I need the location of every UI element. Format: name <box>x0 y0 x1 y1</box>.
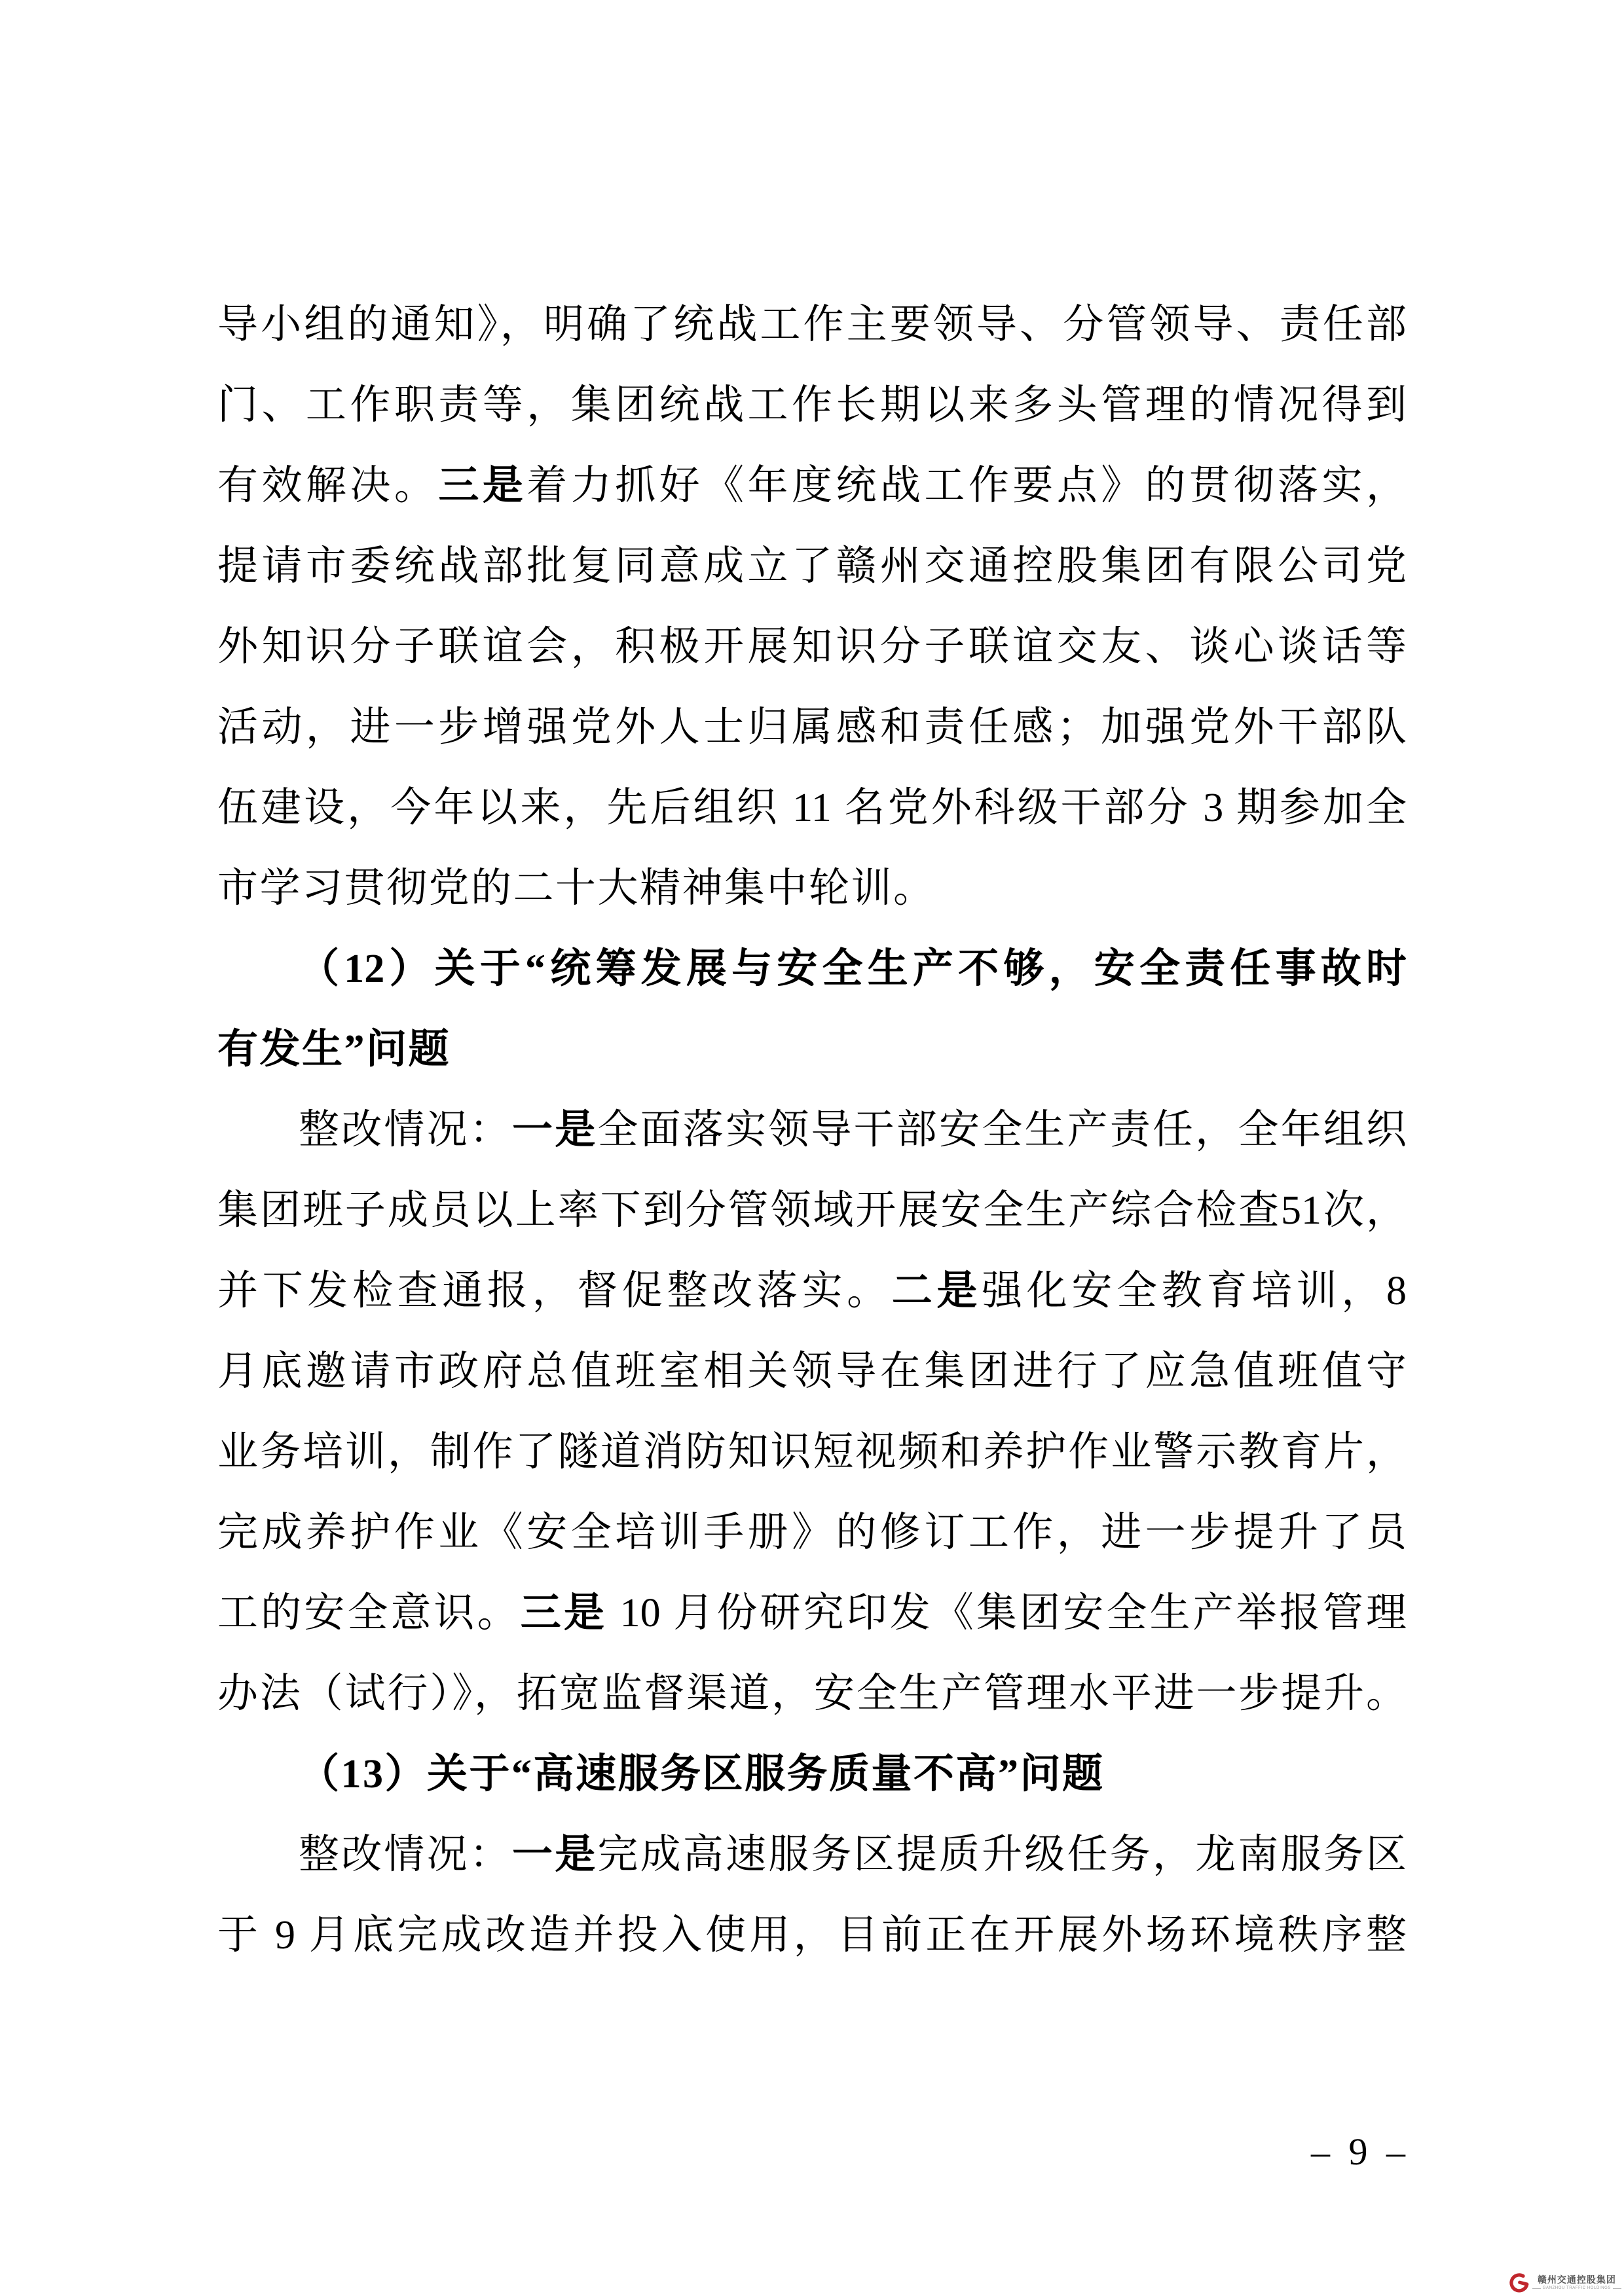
text-line <box>217 768 1407 848</box>
text-run: 完成高速服务区提质升级任务，龙南服务区 <box>597 1832 1407 1877</box>
text-run: （13）关于“高速服务区服务质量不高”问题 <box>299 1752 1105 1796</box>
text-run: 外知识分子联谊会，积极开展知识分子联谊交友、谈心谈话等 <box>217 625 1407 669</box>
text-line <box>217 1734 1407 1815</box>
text-line <box>217 607 1407 687</box>
page-number: – 9 – <box>1311 2130 1407 2173</box>
text-run: 整改情况： <box>299 1832 512 1877</box>
text-line <box>217 1895 1407 1976</box>
text-line <box>217 526 1407 607</box>
text-line <box>217 687 1407 768</box>
text-line <box>217 365 1407 446</box>
text-run: 月底邀请市政府总值班室相关领导在集团进行了应急值班值守 <box>217 1349 1407 1394</box>
logo-g-icon <box>1509 2273 1529 2293</box>
document-body <box>217 285 1407 1976</box>
emphasis-text: 三是 <box>438 464 527 508</box>
text-run: 于 9 月底完成改造并投入使用，目前正在开展外场环境秩序整 <box>217 1913 1407 1958</box>
text-line <box>217 285 1407 365</box>
text-line <box>217 848 1407 929</box>
emphasis-text: 一是 <box>512 1108 598 1152</box>
text-run: 活动，进一步增强党外人士归属感和责任感；加强党外干部队 <box>217 705 1407 750</box>
text-run: 有效解决。 <box>217 464 439 508</box>
text-line <box>217 1493 1407 1573</box>
text-run: 完成养护作业《安全培训手册》的修订工作，进一步提升了员 <box>217 1510 1407 1555</box>
text-line <box>217 446 1407 526</box>
text-run: 提请市委统战部批复同意成立了赣州交通控股集团有限公司党 <box>217 544 1407 589</box>
logo-brand-cn: 赣州交通控股集团 <box>1537 2274 1616 2285</box>
text-line <box>217 1251 1407 1332</box>
text-run: 导小组的通知》，明确了统战工作主要领导、分管领导、责任部 <box>217 302 1407 347</box>
text-line <box>217 1332 1407 1412</box>
text-run: 办法（试行）》，拓宽监督渠道，安全生产管理水平进一步提升。 <box>217 1671 1407 1716</box>
text-line <box>217 1171 1407 1251</box>
logo-rule-left <box>1532 2288 1541 2289</box>
text-run: 有发生”问题 <box>217 1027 451 1072</box>
emphasis-text: 一是 <box>512 1832 598 1877</box>
text-run: （12）关于“统筹发展与安全生产不够，安全责任事故时 <box>299 947 1407 991</box>
text-line <box>217 1573 1407 1654</box>
text-run: 全面落实领导干部安全生产责任，全年组织 <box>597 1108 1407 1152</box>
heading-issue-12 <box>217 929 1407 1090</box>
paragraph-rectification-12 <box>217 1090 1407 1734</box>
text-line <box>217 1815 1407 1895</box>
text-run: 整改情况： <box>299 1108 512 1152</box>
paragraph-rectification-13 <box>217 1815 1407 1976</box>
text-run: 10 月份研究印发《集团安全生产举报管理 <box>607 1591 1407 1635</box>
emphasis-text: 二是 <box>891 1269 982 1313</box>
text-line <box>217 1654 1407 1734</box>
text-run: 市学习贯彻党的二十大精神集中轮训。 <box>217 866 936 911</box>
text-line <box>217 1090 1407 1171</box>
paragraph-united-front-work <box>217 285 1407 929</box>
text-run: 业务培训，制作了隧道消防知识短视频和养护作业警示教育片， <box>217 1430 1407 1474</box>
text-run: 并下发检查通报，督促整改落实。 <box>217 1269 892 1313</box>
text-run: 着力抓好《年度统战工作要点》的贯彻落实， <box>526 464 1407 508</box>
emphasis-text: 三是 <box>520 1591 608 1635</box>
logo-text-block <box>1532 2275 1621 2291</box>
logo-brand-en-row <box>1532 2286 1621 2291</box>
company-logo <box>1509 2273 1621 2293</box>
logo-brand-en: GANZHOU TRAFFIC HOLDINGS <box>1542 2286 1611 2290</box>
text-run: 工的安全意识。 <box>217 1591 521 1635</box>
heading-issue-13 <box>217 1734 1407 1815</box>
logo-rule-right <box>1613 2288 1621 2289</box>
text-line <box>217 1010 1407 1090</box>
text-run: 伍建设，今年以来，先后组织 11 名党外科级干部分 3 期参加全 <box>217 786 1407 830</box>
text-run: 门、工作职责等，集团统战工作长期以来多头管理的情况得到 <box>217 383 1407 428</box>
text-line <box>217 929 1407 1010</box>
text-line <box>217 1412 1407 1493</box>
text-run: 集团班子成员以上率下到分管领域开展安全生产综合检查51次， <box>217 1188 1407 1233</box>
text-run: 强化安全教育培训，8 <box>982 1269 1407 1313</box>
